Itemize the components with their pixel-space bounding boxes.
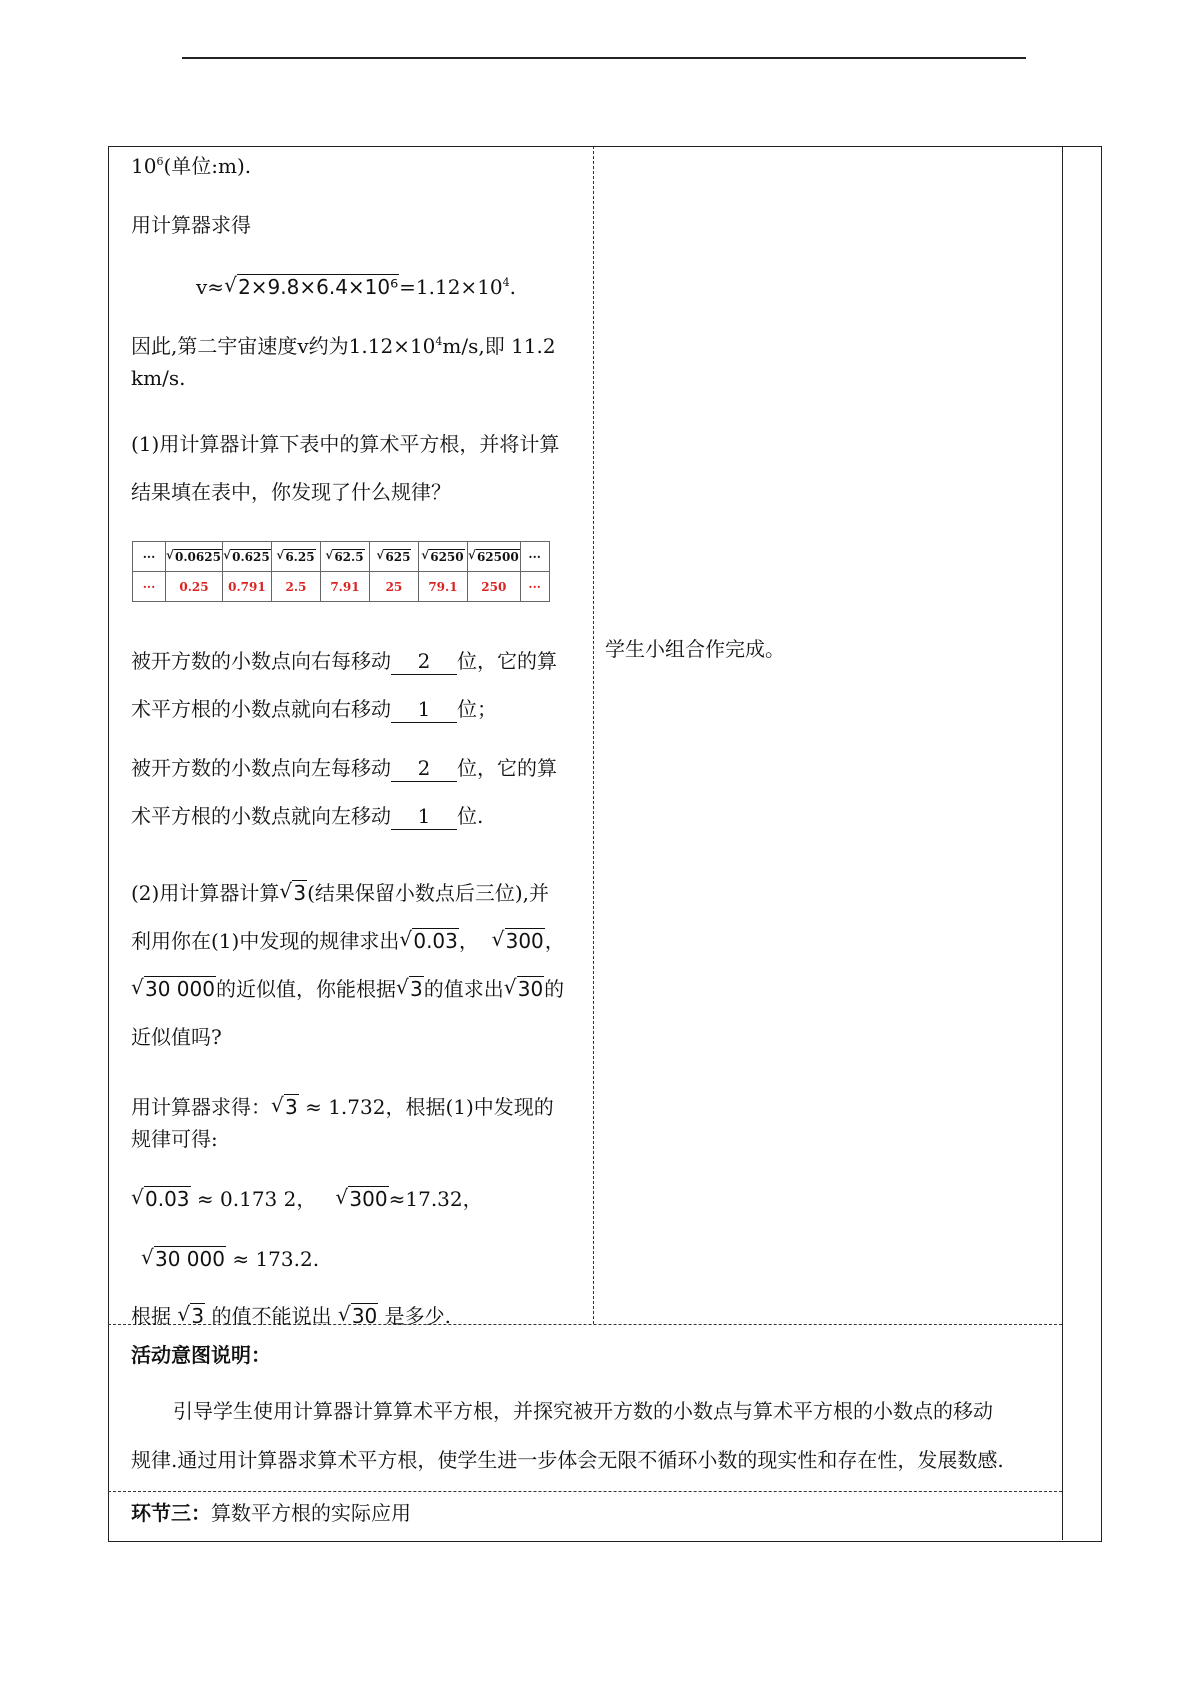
table-cell: √ 0.0625 — [166, 542, 223, 572]
table-cell: 0.25 — [166, 572, 223, 602]
sqrt-table-header-row — [133, 542, 550, 572]
table-cell: √ 62.5 — [320, 542, 369, 572]
sqrt-formula: √ 2×9.8×6.4×10⁶ — [224, 273, 399, 299]
table-cell: 250 — [467, 572, 520, 602]
unit-line: $10^6$(单位:m). — [131, 154, 252, 178]
intent-line1: 引导学生使用计算器计算算术平方根，并探究被开方数的小数点与算术平方根的小数点的移动 — [173, 1399, 993, 1423]
answer-line1: 用计算器求得： √ 3 ≈ 1.732，根据(1)中发现的 — [131, 1093, 554, 1119]
column-divider — [593, 146, 594, 1324]
question2-line2: 利用你在(1)中发现的规律求出 √ 0.03， √ 300， — [131, 927, 565, 953]
table-cell: 79.1 — [418, 572, 467, 602]
table-cell: √ 6250 — [418, 542, 467, 572]
margin-column-border — [1062, 146, 1063, 1540]
table-cell: ··· — [133, 572, 166, 602]
table-cell: √ 625 — [369, 542, 418, 572]
question1-line1: (1)用计算器计算下表中的算术平方根，并将计算 — [131, 432, 560, 456]
table-cell: 7.91 — [320, 572, 369, 602]
table-cell: 0.791 — [222, 572, 271, 602]
table-cell: ··· — [520, 572, 549, 602]
question2-line1: (2)用计算器计算 √ 3(结果保留小数点后三位),并 — [131, 879, 550, 905]
sqrt-table-value-row — [133, 572, 550, 602]
answer-line4: √ 30 000 ≈ 173.2. — [141, 1245, 320, 1271]
row-divider-section3 — [108, 1491, 1062, 1492]
answer-blank: 2 — [391, 648, 457, 675]
velocity-formula: v≈ √ $2\times 9.8\times 6.4\times 10^6=1.12\times 10^4$. — [196, 273, 516, 299]
answer-blank: 2 — [391, 755, 457, 782]
section3-title: 算数平方根的实际应用 — [211, 1501, 411, 1525]
table-cell: ··· — [520, 542, 549, 572]
rule2-line2: 术平方根的小数点就向左移动 1 位. — [131, 804, 484, 828]
conclusion-line1: 因此,第二宇宙速度v约为$1.12\times 10^4m/s$,即 11.2 — [131, 334, 556, 358]
section3-heading — [131, 1500, 411, 1526]
calc-intro: 用计算器求得 — [131, 213, 251, 237]
header-rule — [182, 57, 1026, 59]
table-cell: ··· — [133, 542, 166, 572]
table-cell: 25 — [369, 572, 418, 602]
rule2-line1: 被开方数的小数点向左每移动 2 位，它的算 — [131, 756, 557, 780]
right-column-note: 学生小组合作完成。 — [605, 637, 785, 661]
question2-line4: 近似值吗? — [131, 1025, 222, 1049]
rule1-line2: 术平方根的小数点就向右移动 1 位； — [131, 697, 497, 721]
answer-blank: 1 — [391, 696, 457, 723]
table-cell: √ 0.625 — [222, 542, 271, 572]
answer-line2: 规律可得: — [131, 1127, 218, 1151]
question2-line3: √ 30 000的近似值，你能根据 √ 3的值求出 √ 30的 — [131, 975, 565, 1001]
answer-line5: 根据 √ 3 的值不能说出 √ 30 是多少. — [131, 1302, 451, 1328]
table-cell: √ 6.25 — [271, 542, 320, 572]
sqrt-table — [132, 541, 550, 602]
rule1-line1: 被开方数的小数点向右每移动 2 位，它的算 — [131, 649, 557, 673]
conclusion-line2: km/s. — [131, 366, 186, 390]
answer-line3: √ 0.03 ≈ 0.173 2， √ 300≈17.32， — [131, 1185, 483, 1211]
section3-label: 环节三： — [131, 1501, 211, 1525]
table-cell: 2.5 — [271, 572, 320, 602]
intent-title: 活动意图说明： — [131, 1343, 271, 1367]
question1-line2: 结果填在表中，你发现了什么规律？ — [131, 480, 451, 504]
answer-blank: 1 — [391, 803, 457, 830]
table-cell: √ 62500 — [467, 542, 520, 572]
intent-line2: 规律.通过用计算器求算术平方根，使学生进一步体会无限不循环小数的现实性和存在性，发展数感. — [131, 1448, 1004, 1472]
